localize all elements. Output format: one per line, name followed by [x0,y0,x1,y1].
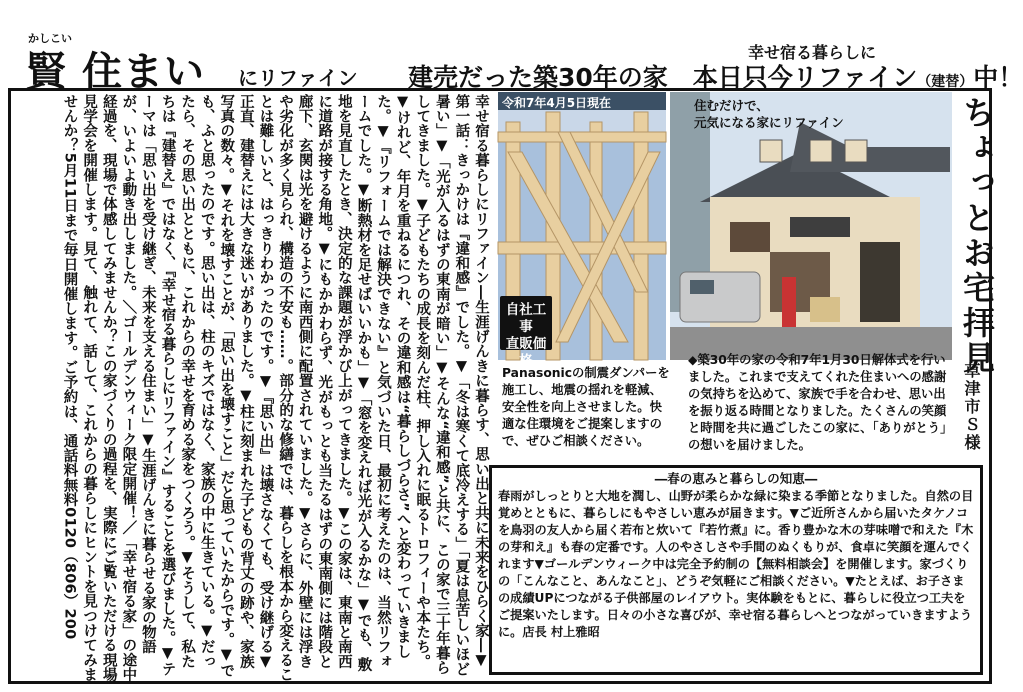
knowledge-box [489,465,983,675]
house-photo-image [670,92,952,360]
badge-line1: 自社工事 [505,302,547,335]
house-caption [694,97,844,131]
direct-price-badge [500,296,552,369]
badge-line2: 直販価格 [505,336,547,369]
knowledge-title: ―春の恵みと暮らしの知恵― [654,471,818,486]
header-subtitle: 幸せ宿る暮らしに [748,43,877,62]
ceremony-note: ◆築30年の家の令和7年1月30日解体式を行いました。これまで支えてくれた住まいへの感謝の気持ちを込めて、家族で手を合わせ、思い出を振り返る時間となりました。たくさんの笑顔と時間を共に過ごしたこの家に、「ありがとう」の想いを届けました。 [688,353,947,452]
house-caption-line1: 住むだけで、 [694,98,769,113]
header-ken: 賢 [26,49,66,95]
header-ruby: かしこい [28,32,72,45]
construction-caption: 令和7年4月5日現在 [502,96,612,110]
client-name: 草津市Ｓ様 [962,362,981,452]
header-main-small: （建替） [917,74,974,90]
house-caption-line2: 元気になる家にリファイン [694,115,844,130]
header-main-text: 建売だった築30年の家 本日只今リファイン [408,63,918,92]
panasonic-note: Panasonicの制震ダンパーを施工し、地震の揺れを軽減、安全性を向上させました。快適な住環境をご提案しますので、ぜひご相談ください。 [502,366,670,448]
article-text: 幸せ宿る暮らしにリファイン―生涯げんきに暮らす、思い出と共に未来をひらく家―▼第一話：きっかけは『違和感』でした。▼「冬は寒くて底冷えする」「夏は息苦しいほど暑い」▼「光が入るはずの東南が暗い」▼そんな“違和感”と共に、この家で三十年暮らしてきました。▼子どもたちの成長を刻んだ柱、押し入れに眠るトロフィーや本たち。▼けれど、年月を重ねるにつれ、その違和感は“暮らしづらさ”へと変わっていきました。▼『リフォームでは解決できない』と気づいた日、最初に考えたのは、当然リフォームでした。▼断熱材を足せばいいかも」▼「窓を変えれば光が入るかな」▼でも、敷地を見直したとき、決定的な課題が浮かび上がってきました。▼この家は、東南と南西に道路が接する角地。▼にもかかわらず、光がもっとも当たるはずの東南側には階段と廊下、玄関は光を避けるように南西側に配置されていました。▼さらに、外壁には浮きや劣化が多く見られ、構造の不安も……。部分的な修繕では、暮らしを根本から変えることは難しいと、はっきりわかったのです。▼『思い出』は壊さなくても、受け継げる▼正直、建替えには大きな迷いがありました。▼柱に刻まれた子どもの背丈の跡や、家族写真の数々。▼それを壊すことが、「思い出を壊すこと」だと思っていたからです。▼でも、ふと思ったのです。思い出は、柱のキズではなく、家族の中に生きている。▼だったら、その思い出とともに、これからの幸せを育める家をつくろう。▼そうして、私たちは『建替え』ではなく、『幸せ宿る暮らしにリファイン』することを選びました。▼テーマは「思い出を受け継ぎ、未来を支える住まい」▼生涯げんきに暮らせる家の物語が、いよいよ動き出しました。＼ゴールデンウィーク限定開催！／「幸せ宿る家」の途中経過を、現場で体感してみませんか？この家づくりの過程を、実際にご覧いただける現場見学会を開催します。見て、触れて、話して、これからの暮らしにヒントを見つけてみませんか？5月11日まで毎日開催します。ご予約は、通話料無料0120（806）200 [61,94,489,682]
header-refine: にリファイン [238,66,358,90]
house-photo [670,92,952,360]
article-column [14,94,490,682]
header-sumai: 住まい [82,49,205,95]
header-main-end: 中！ [973,63,1023,92]
knowledge-body: 春雨がしっとりと大地を潤し、山野が柔らかな緑に染まる季節となりました。自然の目覚めとともに、暮らしにもやさしい恵みが届きます。▼ご近所さんから届いたタケノコを鳥羽の友人から届く若布と炊いて『若竹煮』に。香り豊かな木の芽味噌で和えた『木の芽和え』も春の定番です。人のやさしさや手間のぬくもりが、食卓に笑顔を運んでくれます▼ゴールデンウィーク中は完全予約制の【無料相談会】を開催します。家づくりの「こんなこと、あんなこと」、どうぞ気軽にご相談ください。▼たとえば、お子さまの成績UPにつながる子供部屋のレイアウト。実体験をもとに、暮らしに役立つ工夫をご提案いたします。日々の小さな喜びが、幸せ宿る暮らしへとつながっていきますように。店長 村上雅昭 [498,489,974,639]
visit-title: ちょっとお宅拝見 [958,96,996,376]
